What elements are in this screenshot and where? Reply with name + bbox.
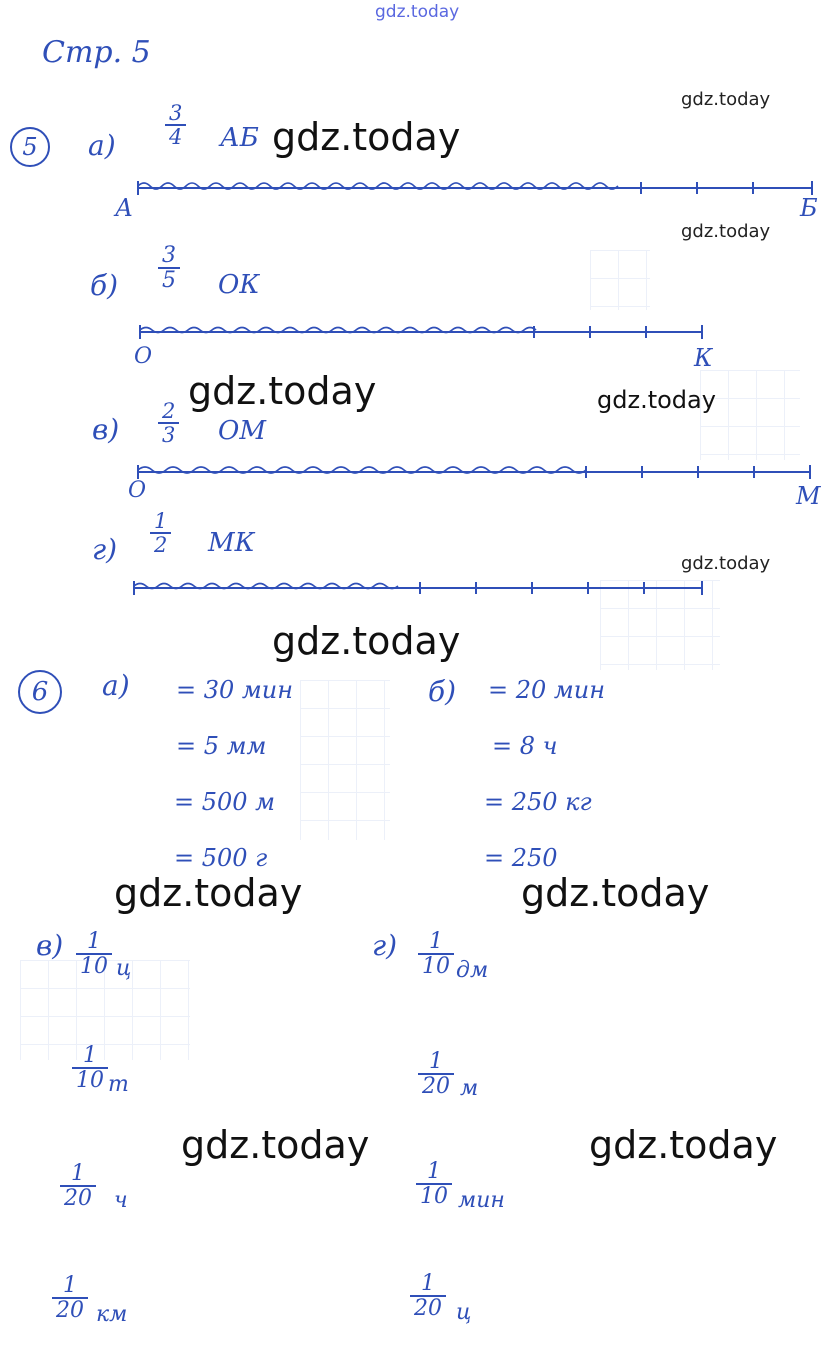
task6-v-unit: ц [116,956,132,981]
watermark: gdz.today [521,871,710,915]
fraction-numerator: 1 [154,509,168,533]
grid-patch [590,250,650,310]
watermark: gdz.today [681,553,771,574]
watermark: gdz.today [188,369,377,413]
task5-g-segment [128,576,718,600]
fraction-numerator: 1 [71,1161,85,1186]
task5-a-segment [130,176,820,200]
fraction-numerator: 3 [162,243,176,268]
task6-v-unit: км [96,1302,128,1327]
fraction-denominator: 20 [52,1297,88,1322]
task5-v-segment [132,460,822,484]
task5-v-letter: в) [92,413,120,446]
task6-v-fraction [76,930,112,978]
task6-g-fraction [418,930,454,978]
task6-b-line: = 250 [484,844,558,872]
fraction-denominator: 10 [416,1183,452,1208]
fraction-numerator: 1 [429,1049,443,1074]
fraction-numerator: 1 [63,1273,77,1298]
watermark: gdz.today [272,619,461,663]
task5-g-segment-name: МК [208,528,255,558]
fraction-denominator: 10 [418,953,454,978]
task5-number: 5 [10,127,50,167]
task5-a-fraction [165,102,186,148]
grid-patch [700,370,800,460]
task6-v-letter: в) [36,929,64,962]
task6-v-fraction [52,1274,88,1322]
task5-b-start-label: О [134,344,153,369]
fraction-numerator: 3 [169,101,183,125]
task5-b-fraction [158,244,180,292]
watermark: gdz.today [597,386,716,414]
fraction-denominator: 20 [60,1185,96,1210]
task6-b-line: = 250 кг [484,788,592,816]
task6-b-line: = 8 ч [492,732,558,760]
task6-number: 6 [18,670,62,714]
task6-v-fraction [60,1162,96,1210]
task6-a-line: = 500 г [174,844,268,872]
fraction-denominator: 20 [418,1073,454,1098]
fraction-denominator: 5 [158,267,180,292]
task5-b-segment [134,320,714,344]
task5-b-end-label: К [694,344,713,372]
task5-a-end-label: Б [800,194,818,222]
fraction-denominator: 20 [410,1295,446,1320]
task5-b-letter: б) [90,269,119,302]
fraction-denominator: 2 [150,532,171,556]
task6-g-unit: мин [458,1188,505,1213]
fraction-denominator: 10 [72,1067,108,1092]
watermark: gdz.today [272,115,461,159]
fraction-numerator: 1 [429,929,443,954]
task5-v-segment-name: ОМ [218,416,266,446]
task6-a-line: = 30 мин [176,676,294,704]
task5-v-end-label: М [796,482,821,510]
task6-g-fraction [418,1050,454,1098]
fraction-numerator: 1 [421,1271,435,1296]
grid-patch [300,680,390,840]
task6-a-line: = 5 мм [176,732,267,760]
task6-a-line: = 500 м [174,788,276,816]
watermark: gdz.today [114,871,303,915]
task6-a-letter: а) [102,669,130,702]
watermark: gdz.today [681,89,771,110]
task6-b-line: = 20 мин [488,676,606,704]
fraction-numerator: 1 [83,1043,97,1068]
task6-g-fraction [416,1160,452,1208]
fraction-denominator: 3 [158,422,179,446]
watermark-top: gdz.today [375,2,460,22]
fraction-denominator: 4 [165,124,186,148]
task5-a-start-label: А [115,194,134,222]
task5-g-fraction [150,510,171,556]
task6-v-fraction [72,1044,108,1092]
watermark: gdz.today [589,1123,778,1167]
task6-b-letter: б) [428,675,457,708]
watermark: gdz.today [181,1123,370,1167]
fraction-numerator: 1 [87,929,101,954]
task5-g-letter: г) [92,533,118,566]
page-label: Стр. 5 [42,35,151,70]
task5-v-fraction [158,400,179,446]
task6-g-unit: дм [456,958,489,983]
task5-a-letter: а) [88,129,116,162]
task6-g-unit: ц [456,1300,472,1325]
watermark: gdz.today [681,221,771,242]
task6-v-unit: ч [114,1188,128,1213]
task6-g-letter: г) [372,929,398,962]
task5-a-segment-name: АБ [220,123,259,153]
task6-g-fraction [410,1272,446,1320]
task6-v-unit: т [108,1072,129,1097]
fraction-denominator: 10 [76,953,112,978]
task5-v-start-label: О [128,478,147,503]
fraction-numerator: 2 [162,399,176,423]
task6-g-unit: м [460,1076,479,1101]
fraction-numerator: 1 [427,1159,441,1184]
task5-b-segment-name: ОК [218,270,260,300]
